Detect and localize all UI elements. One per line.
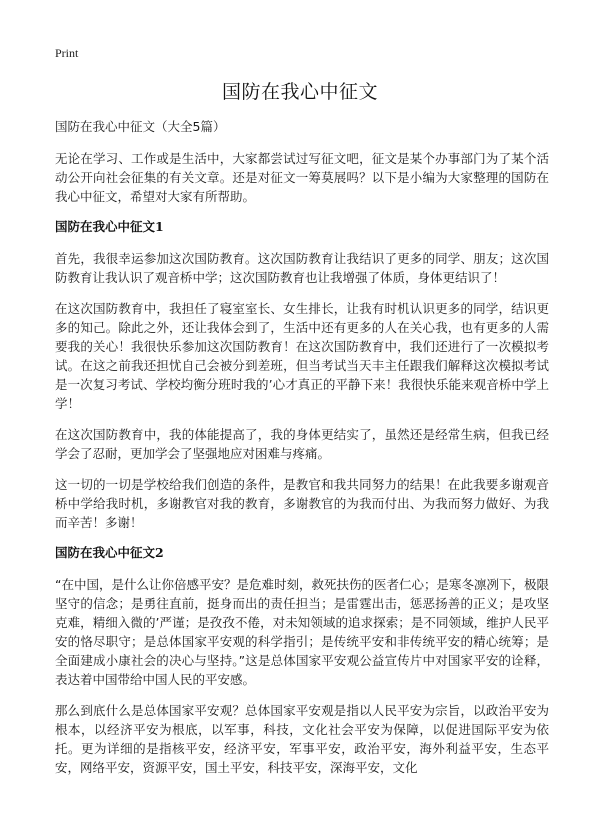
section-1-paragraph-4: 这一切的一切是学校给我们创造的条件，是教官和我共同努力的结果！在此我要多谢观音桥中学给我时机，多谢教官对我的教育，多谢教官的为我而付出、为我而努力做好、为我而辛苦！多谢！ <box>55 477 549 530</box>
section-1-paragraph-1: 首先，我很幸运参加这次国防教育。这次国防教育让我结识了更多的同学、朋友；这次国防教育让我认识了观音桥中学；这次国防教育也让我增强了体质，身体更结识了！ <box>55 251 549 285</box>
document-title: 国防在我心中征文 <box>221 81 378 103</box>
section-1-paragraph-3: 在这次国防教育中，我的体能提高了，我的身体更结实了，虽然还是经常生病，但我已经学会了忍耐，更加学会了坚强地应对困难与疼痛。 <box>55 427 549 461</box>
section-heading-1: 国防在我心中征文1 <box>55 219 164 234</box>
section-2-paragraph-2: 那么到底什么是总体国家平安观？总体国家平安观是指以人民平安为宗旨，以政治平安为根本，以经济平安为根底，以军事，科技，文化社会平安为保障，以促进国际平安为依托。更为详细的是指核平安，经济平安，军事平安，政治平安，海外利益平安，生态平安，网络平安，资源平安，国土平安，科技平安，深海平安，文化 <box>55 703 549 775</box>
section-2-paragraph-1: “在中国，是什么让你倍感平安？是危难时刻，救死扶伤的医者仁心；是寒冬凛冽下，极限坚守的信念；是勇往直前，挺身而出的责任担当；是雷霆出击，惩恶扬善的正义；是攻坚克难，精细入微的’严谨；是孜孜不倦，对未知领域的追求探索；是不同领域，维护人民平安的恪尽职守；是总体国家平安观的科学指引；是传统平安和非传统平安的精心统筹；是全面建成小康社会的决心与坚持。”这是总体国家平安观公益宣传片中对国家平安的诠释，表达着中国带给中国人民的平安感。 <box>55 577 549 687</box>
section-1-paragraph-2: 在这次国防教育中，我担任了寝室室长、女生排长，让我有时机认识更多的同学，结识更多的知己。除此之外，还让我体会到了，生活中还有更多的人在关心我，也有更多的人需要我的关心！我很快乐参加这次国防教育！在这次国防教育中，我们还进行了一次模拟考试。在这之前我还担忧自己会被分到差班，但当考试当天丰主任跟我们解释这次模拟考试是一次复习考试、学校均衡分班时我的’心才真正的平静下来！我很快乐能来观音桥中学上学！ <box>55 301 549 411</box>
document-body <box>55 118 549 789</box>
document-subtitle: 国防在我心中征文（大全5篇） <box>55 119 226 134</box>
section-heading-2: 国防在我心中征文2 <box>55 545 164 560</box>
intro-paragraph: 无论在学习、工作或是生活中，大家都尝试过写征文吧，征文是某个办事部门为了某个活动公开向社会征集的有关文章。还是对征文一筹莫展吗？以下是小编为大家整理的国防在我心中征文，希望对大家有所帮助。 <box>55 151 549 204</box>
print-label: Print <box>55 46 79 60</box>
